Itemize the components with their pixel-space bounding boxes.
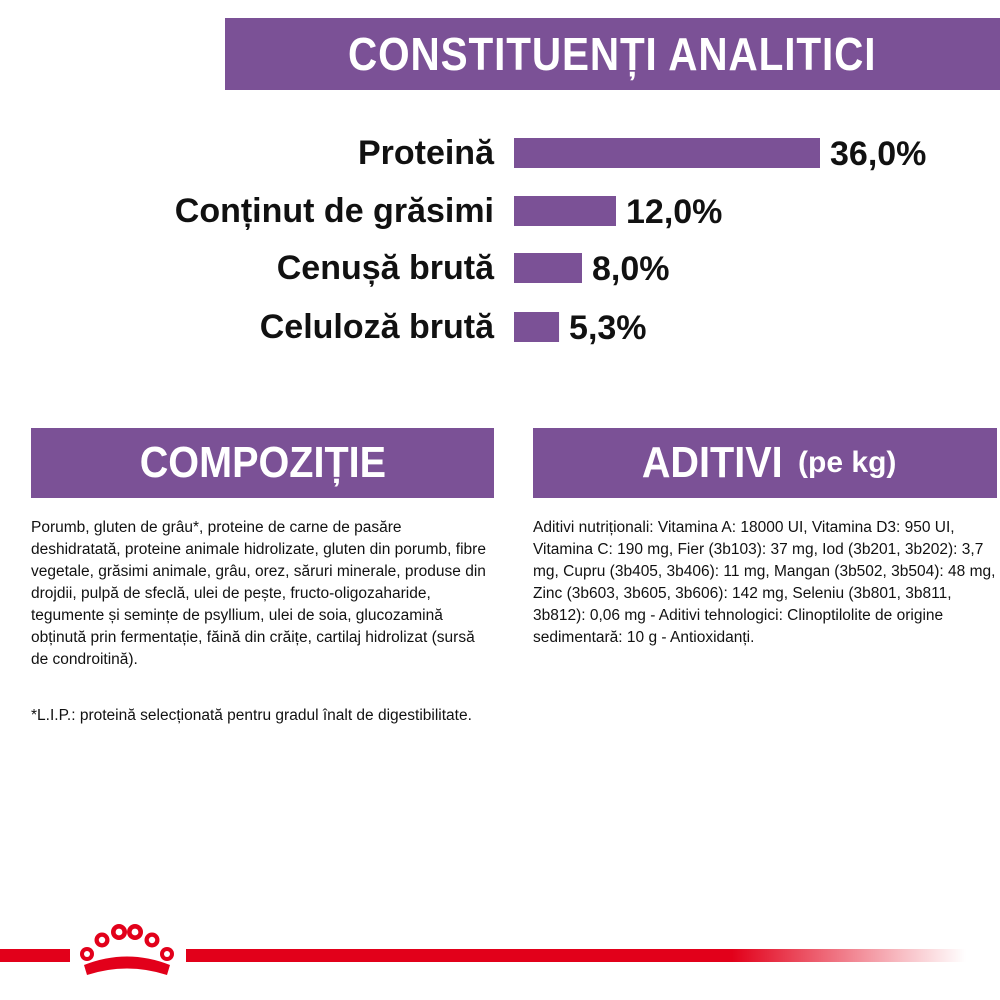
- value-label: 12,0%: [626, 193, 723, 231]
- footer-line: [186, 949, 966, 962]
- category-label: Celuloză brută: [259, 308, 494, 346]
- value-label: 36,0%: [830, 135, 927, 173]
- additives-banner: [533, 428, 997, 498]
- analytic-constituents-chart: [0, 110, 1000, 370]
- additives-heading-sub: (pe kg): [798, 446, 897, 479]
- category-label: Cenușă brută: [276, 249, 494, 287]
- bar: [514, 312, 559, 342]
- crown-logo-icon: [72, 920, 182, 980]
- additives-heading: ADITIVI: [641, 438, 783, 487]
- composition-text: Porumb, gluten de grâu*, proteine de carne de pasăre deshidratată, proteine animale hidrolizate, gluten din porumb, fibre vegetale, grăsimi animale, grâu, orez, săruri minerale, produse din drojdii, pulpă de sfeclă, ulei de pește, fructo-oligozaharide, tegumente și semințe de psyllium, ulei de soia, glucozamină obținută prin fermentație, făină din crăițe, cartilaj hidrolizat (sursă de condroitină).: [31, 519, 486, 668]
- footer-line-left: [0, 949, 70, 962]
- category-label: Conținut de grăsimi: [174, 192, 494, 230]
- category-label: Proteină: [357, 134, 494, 172]
- bar: [514, 196, 616, 226]
- value-label: 5,3%: [569, 309, 647, 347]
- composition-heading: COMPOZIȚIE: [139, 438, 386, 487]
- bar: [514, 138, 820, 168]
- composition-banner: [31, 428, 494, 498]
- bar: [514, 253, 582, 283]
- additives-text: Aditivi nutriționali: Vitamina A: 18000 UI, Vitamina D3: 950 UI, Vitamina C: 190 mg, Fier (3b103): 37 mg, Iod (3b201, 3b202): 3,7 mg, Cupru (3b405, 3b406): 11 mg, Mangan (3b502, 3b504): 48 mg, Zinc (3b603, 3b605, 3b606): 142 mg, Seleniu (3b801, 3b811, 3b812): 0,06 mg - Aditivi tehnologici: Clinoptilolite de origine sedimentară: 10 g - Antioxidanți.: [533, 519, 996, 646]
- page-title: CONSTITUENȚI ANALITICI: [348, 28, 877, 80]
- composition-note: *L.I.P.: proteină selecționată pentru gradul înalt de digestibilitate.: [31, 707, 472, 724]
- header-banner: [225, 18, 1000, 90]
- value-label: 8,0%: [592, 250, 670, 288]
